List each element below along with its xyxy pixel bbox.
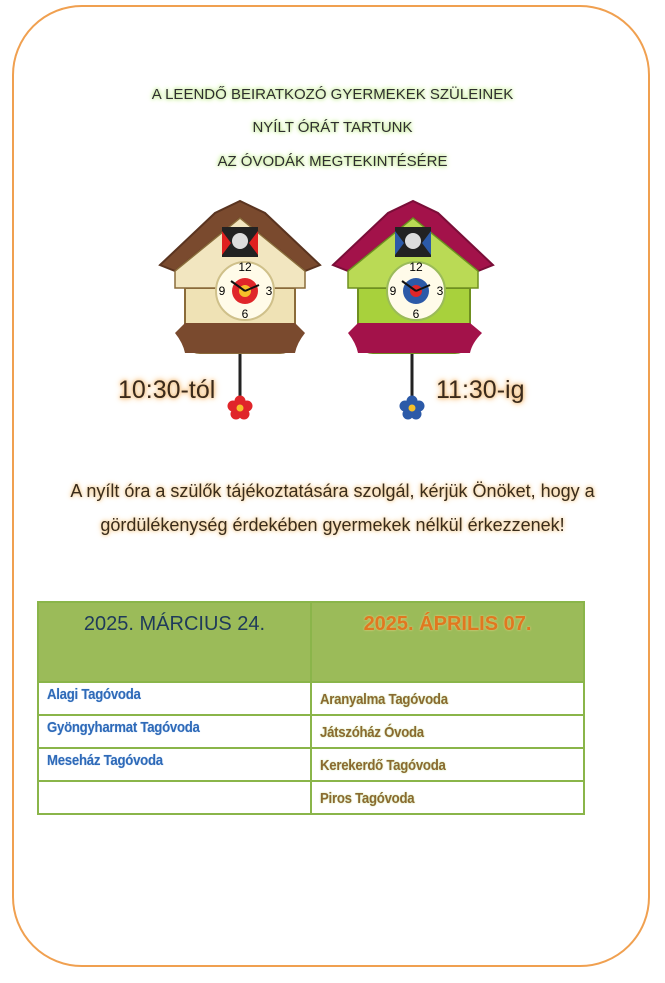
kindergarten-name: Meseház Tagóvoda	[47, 752, 163, 769]
clock-left-number-9: 9	[218, 284, 226, 298]
table-row	[38, 682, 584, 715]
kindergarten-name: Alagi Tagóvoda	[47, 686, 141, 703]
heading-line-3: AZ ÓVODÁK MEGTEKINTÉSÉRE	[217, 153, 448, 170]
kindergarten-name	[47, 782, 271, 785]
heading-line-2: NYÍLT ÓRÁT TARTUNK	[252, 119, 413, 136]
clock-right-number-3: 3	[436, 284, 444, 298]
kindergarten-cell-left	[38, 682, 311, 715]
table-row	[38, 781, 584, 814]
clock-left-number-12: 12	[238, 260, 252, 274]
kindergarten-cell-left	[38, 748, 311, 781]
kindergarten-name: Kerekerdő Tagóvoda	[320, 757, 446, 774]
schedule-table	[37, 601, 585, 815]
kindergarten-cell-left	[38, 715, 311, 748]
end-time-label: 11:30-ig	[436, 376, 525, 404]
kindergarten-name: Gyöngyharmat Tagóvoda	[47, 719, 200, 736]
clock-right-number-6: 6	[412, 307, 420, 321]
clock-left-number-3: 3	[265, 284, 273, 298]
clock-right-number-9: 9	[389, 284, 397, 298]
date-left-text: 2025. MÁRCIUS 24.	[83, 613, 266, 635]
table-row	[38, 715, 584, 748]
kindergarten-cell-left	[38, 781, 311, 814]
table-row	[38, 748, 584, 781]
date-header-right	[311, 602, 584, 682]
clock-right-number-12: 12	[409, 260, 423, 274]
clock-left-number-6: 6	[241, 307, 249, 321]
kindergarten-name: Aranyalma Tagóvoda	[320, 691, 448, 708]
date-right-text: 2025. ÁPRILIS 07.	[363, 613, 532, 635]
notice-line-2: gördülékenység érdekében gyermekek nélkül érkezzenek!	[100, 515, 565, 535]
start-time-label: 10:30-tól	[118, 376, 216, 404]
schedule-header-row	[38, 602, 584, 682]
date-header-left	[38, 602, 311, 682]
notice-line-1: A nyílt óra a szülők tájékoztatására szolgál, kérjük Önöket, hogy a	[70, 481, 595, 501]
kindergarten-name: Piros Tagóvoda	[320, 790, 415, 807]
kindergarten-cell-right	[311, 715, 584, 748]
kindergarten-cell-right	[311, 682, 584, 715]
kindergarten-name: Játszóház Óvoda	[320, 724, 424, 741]
kindergarten-cell-right	[311, 781, 584, 814]
heading-line-1: A LEENDŐ BEIRATKOZÓ GYERMEKEK SZÜLEINEK	[151, 86, 514, 103]
kindergarten-cell-right	[311, 748, 584, 781]
